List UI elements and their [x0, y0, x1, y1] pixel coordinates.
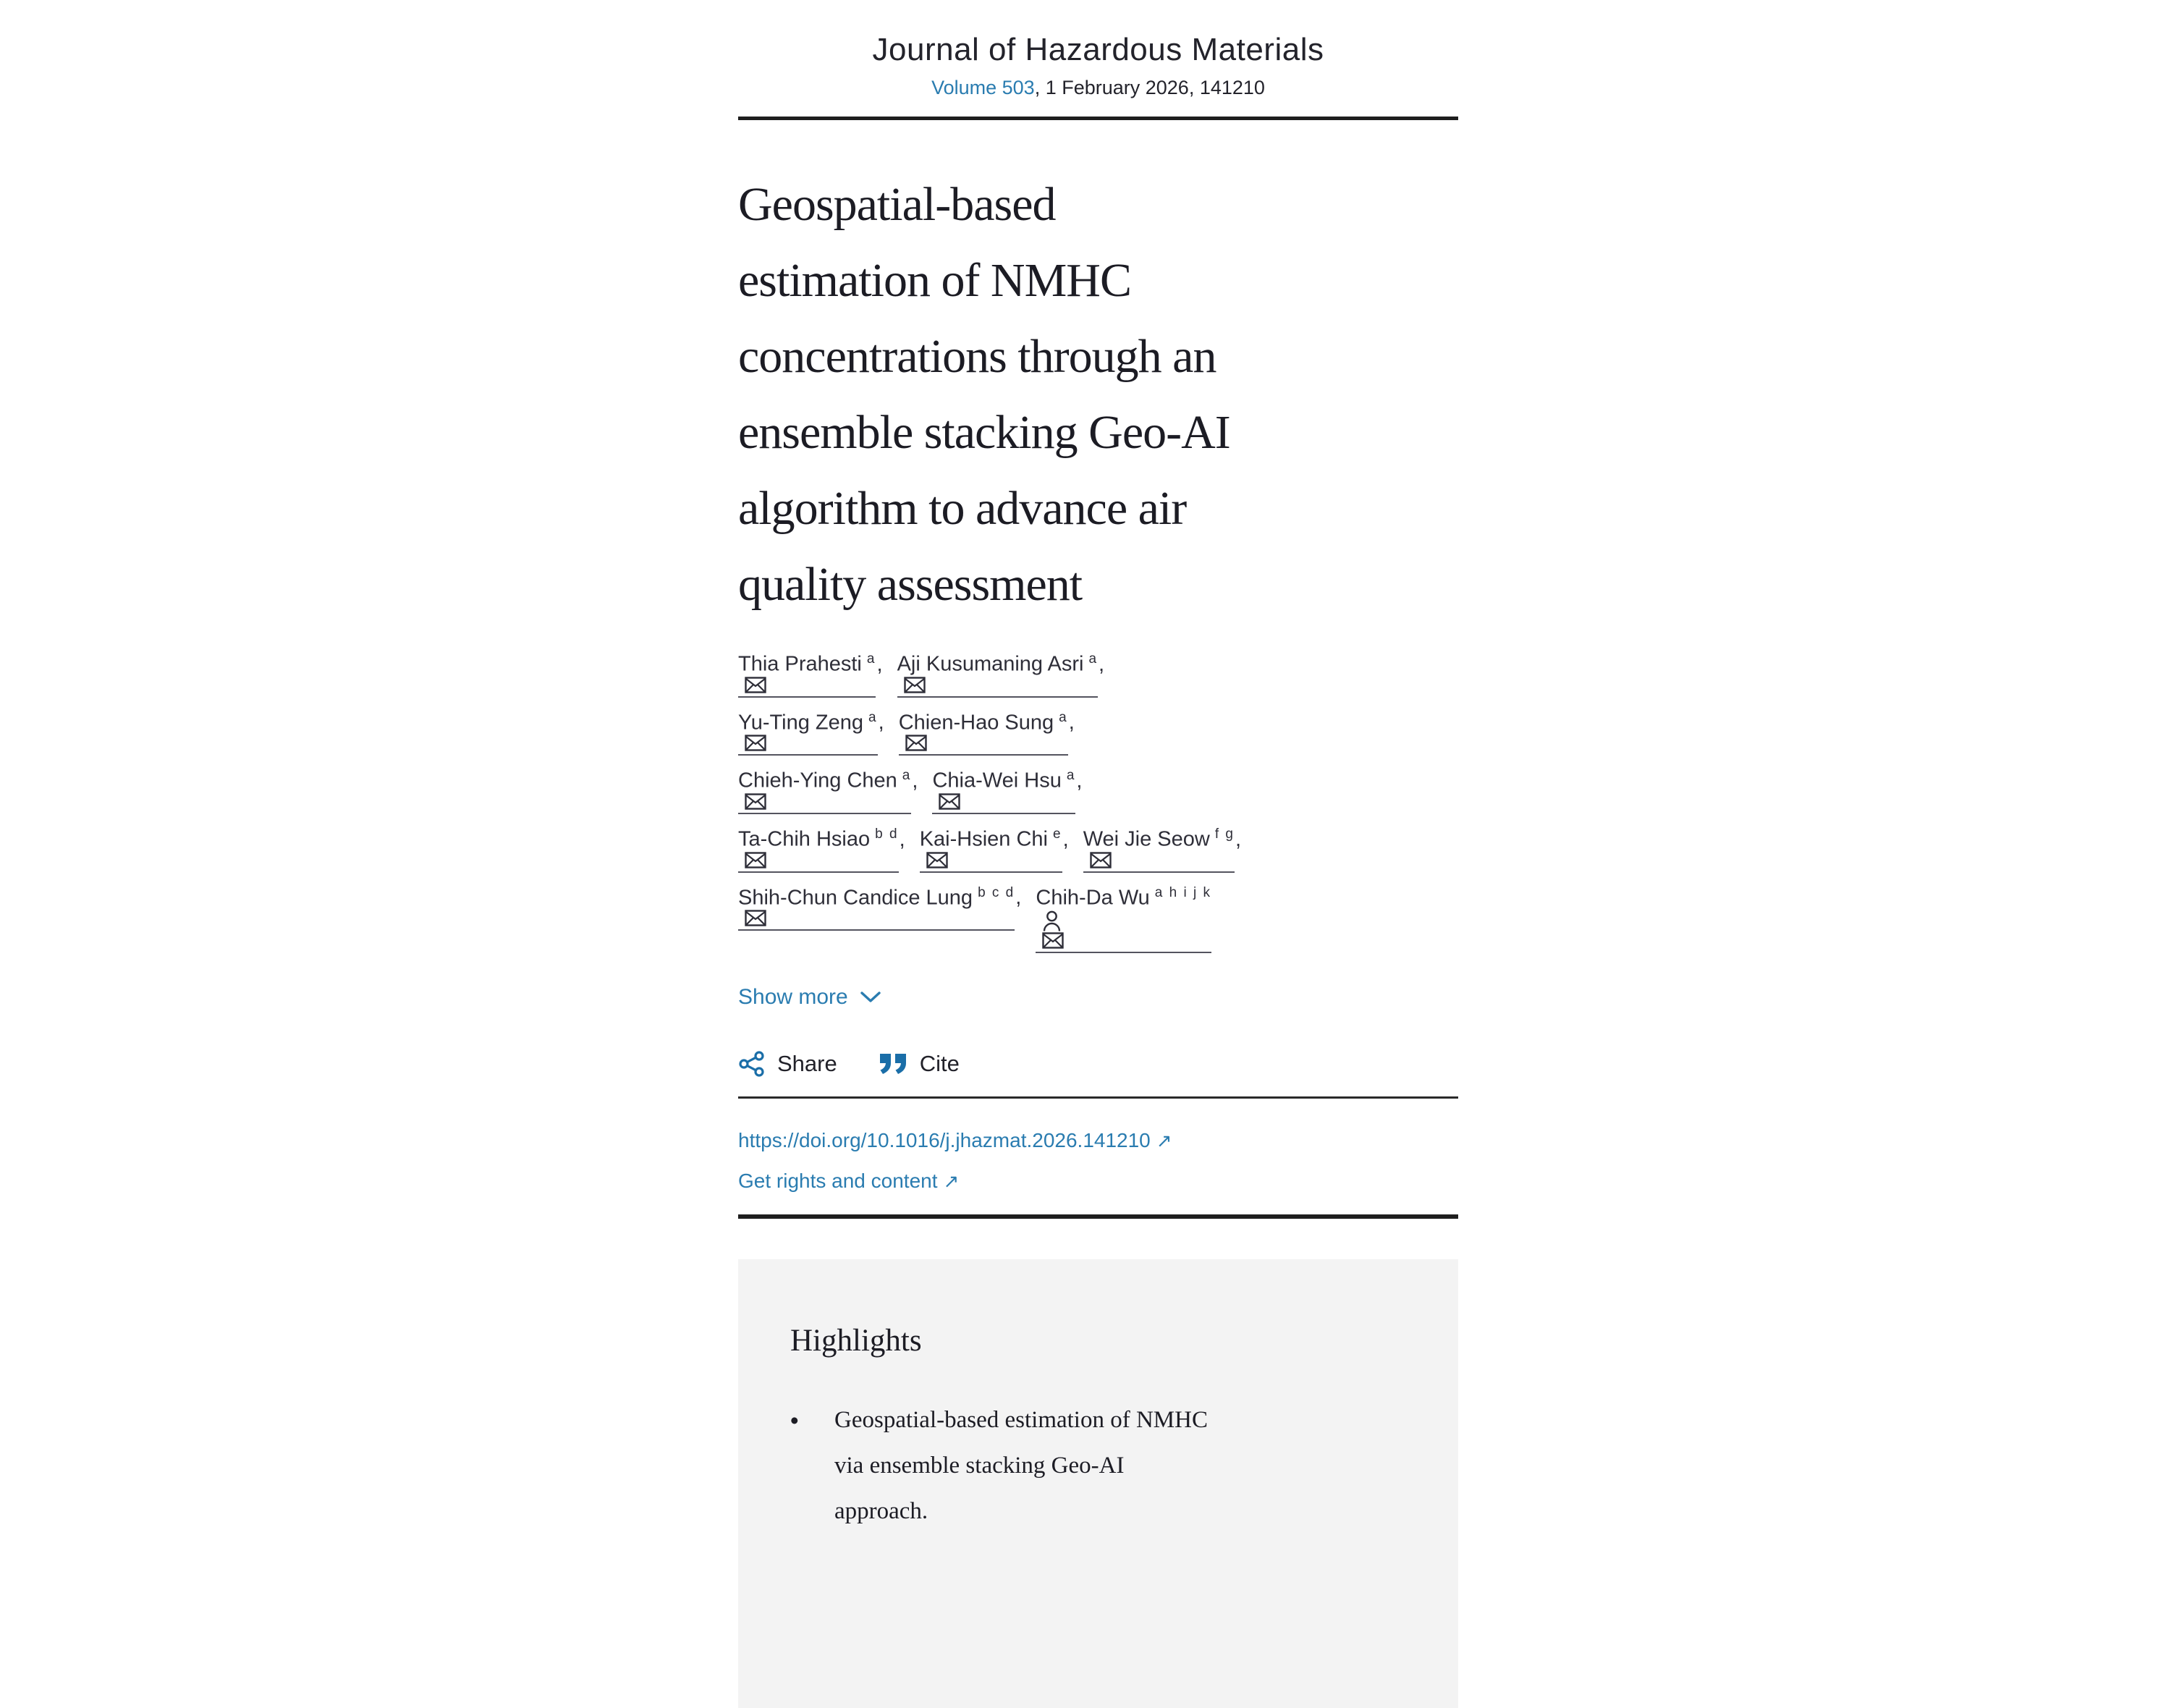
envelope-icon[interactable]	[926, 852, 948, 868]
rights-block	[738, 1170, 1458, 1193]
author-line	[738, 710, 1458, 756]
article-title-line: algorithm to advance air	[738, 482, 1187, 535]
author-line	[738, 651, 1458, 698]
author-link[interactable]: Wei Jie Seow $^{f g}$	[1083, 826, 1235, 873]
author-link[interactable]: Chien-Hao Sung $^a$	[899, 710, 1068, 756]
article-title-line: quality assessment	[738, 558, 1083, 611]
article-title-line: Geospatial-based	[738, 178, 1056, 231]
issue-info: , 1 February 2026, 141210	[1034, 77, 1265, 98]
journal-title: Journal of Hazardous Materials	[872, 32, 1324, 67]
envelope-icon[interactable]	[904, 677, 926, 693]
show-more-button[interactable]	[738, 985, 881, 1010]
author-link[interactable]: Chih-Da Wu $^{a h i j k}$	[1036, 885, 1211, 954]
doi-link[interactable]: https://doi.org/10.1016/j.jhazmat.2026.141210 ↗	[738, 1129, 1172, 1152]
bullet-marker: •	[790, 1407, 799, 1434]
envelope-icon[interactable]	[905, 735, 927, 751]
envelope-icon[interactable]	[745, 852, 766, 868]
external-link-icon: ↗	[1156, 1130, 1172, 1152]
author-separator: ,	[1015, 886, 1022, 910]
author-link[interactable]: Kai-Hsien Chi $^e$	[920, 826, 1062, 873]
envelope-icon[interactable]	[745, 910, 766, 926]
author-affiliations: a	[868, 709, 878, 725]
cite-label: Cite	[919, 1051, 960, 1077]
envelope-icon[interactable]	[745, 735, 766, 751]
author-separator: ,	[876, 652, 883, 676]
author-line	[738, 885, 1458, 954]
header-divider	[738, 117, 1458, 120]
envelope-icon[interactable]	[745, 677, 766, 693]
author-link[interactable]: Chieh-Ying Chen $^a$	[738, 768, 911, 814]
cite-button[interactable]	[879, 1051, 960, 1077]
envelope-icon[interactable]	[745, 793, 766, 810]
volume-line	[738, 77, 1458, 99]
highlights-heading: Highlights	[790, 1324, 922, 1358]
author-affiliations: a	[1059, 709, 1068, 725]
journal-header	[738, 32, 1458, 99]
envelope-icon[interactable]	[1042, 932, 1064, 949]
action-bar	[738, 1050, 1458, 1078]
author-affiliations: a	[1088, 651, 1099, 667]
author-separator: ,	[1068, 711, 1075, 735]
highlight-text: Geospatial-based estimation of NMHC via ensemble stacking Geo-AI approach.	[834, 1407, 1208, 1525]
author-affiliations: f g	[1214, 826, 1235, 842]
author-link[interactable]: Aji Kusumaning Asri $^a$	[897, 651, 1098, 698]
author-separator: ,	[878, 711, 884, 735]
share-label: Share	[777, 1051, 837, 1077]
author-affiliations: a	[1066, 768, 1076, 784]
share-button[interactable]	[738, 1050, 837, 1078]
article-title	[738, 166, 1458, 622]
cite-quote-icon	[879, 1053, 908, 1075]
corresponding-author-person-icon	[1042, 910, 1062, 932]
author-link[interactable]: Ta-Chih Hsiao $^{b d}$	[738, 826, 899, 873]
author-separator: ,	[1235, 827, 1242, 851]
author-line	[738, 826, 1458, 873]
actions-divider	[738, 1096, 1458, 1099]
volume-link[interactable]: Volume 503	[931, 77, 1035, 98]
author-separator: ,	[1099, 652, 1105, 676]
highlights-section	[738, 1259, 1458, 1708]
author-link[interactable]: Thia Prahesti $^a$	[738, 651, 876, 698]
envelope-icon[interactable]	[939, 793, 960, 810]
share-icon	[738, 1050, 766, 1078]
article-title-line: estimation of NMHC	[738, 254, 1131, 307]
highlight-item	[790, 1398, 1415, 1534]
article-title-line: concentrations through an	[738, 330, 1216, 383]
author-separator: ,	[1076, 769, 1083, 792]
author-separator: ,	[912, 769, 918, 792]
author-affiliations: a h i j k	[1154, 884, 1211, 900]
doi-block	[738, 1129, 1458, 1152]
external-link-icon: ↗	[943, 1170, 960, 1193]
chevron-down-icon	[860, 991, 881, 1004]
author-affiliations: a	[866, 651, 876, 667]
article-column	[738, 0, 1458, 1708]
author-link[interactable]: Chia-Wei Hsu $^a$	[932, 768, 1075, 814]
show-more-label: Show more	[738, 985, 848, 1010]
rights-link[interactable]: Get rights and content ↗	[738, 1170, 960, 1193]
author-separator: ,	[899, 827, 905, 851]
section-divider	[738, 1214, 1458, 1219]
author-affiliations: b c d	[978, 884, 1015, 900]
author-separator: ,	[1062, 827, 1069, 851]
author-list	[738, 651, 1458, 953]
author-link[interactable]: Yu-Ting Zeng $^a$	[738, 710, 878, 756]
author-affiliations: a	[902, 768, 912, 784]
author-affiliations: b d	[875, 826, 899, 842]
article-title-line: ensemble stacking Geo-AI	[738, 406, 1230, 459]
author-affiliations: e	[1052, 826, 1062, 842]
envelope-icon[interactable]	[1090, 852, 1112, 868]
author-link[interactable]: Shih-Chun Candice Lung $^{b c d}$	[738, 885, 1015, 931]
author-line	[738, 768, 1458, 814]
highlights-list	[790, 1398, 1415, 1534]
